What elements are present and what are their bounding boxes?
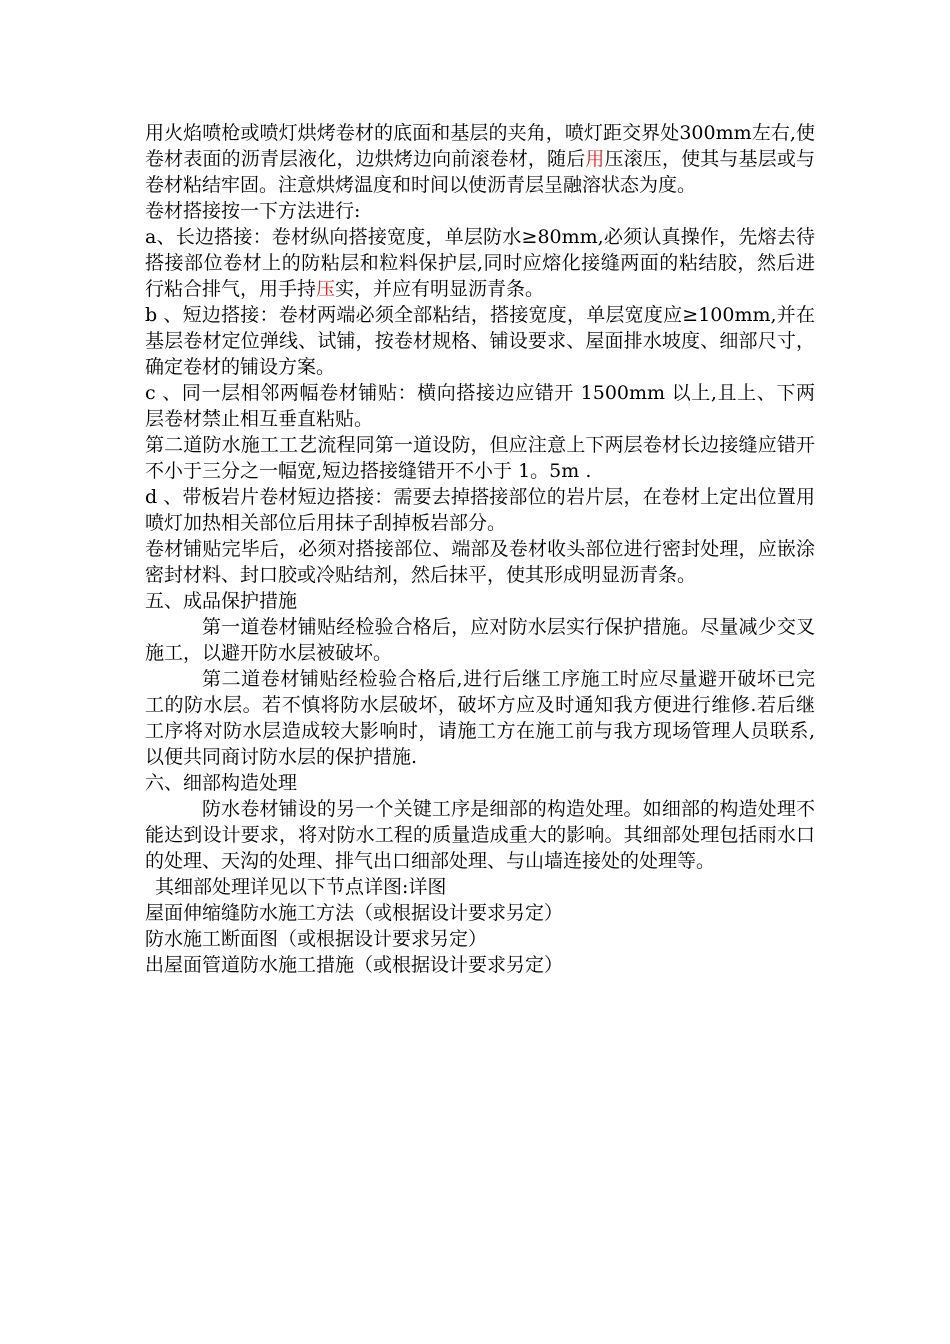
paragraph-long-edge-lap: a、长边搭接：卷材纵向搭接宽度，单层防水≥80mm,必须认真操作，先熔去待搭接部位卷材上的防粘层和粒料保护层,同时应熔化接缝两面的粘结胶，然后进行粘合排气，用手持压实，并应有明显沥青条。 <box>145 226 815 300</box>
section-heading-details: 六、细部构造处理 <box>145 772 298 794</box>
list-item-pipe-penetration: 出屋面管道防水施工措施（或根据设计要求另定） <box>145 954 564 976</box>
list-item-section-drawing: 防水施工断面图（或根据设计要求另定） <box>145 928 488 950</box>
paragraph-torch-baking: 用火焰喷枪或喷灯烘烤卷材的底面和基层的夹角，喷灯距交界处300mm左右,使卷材表面的沥青层液化，边烘烤边向前滚卷材，随后用压滚压，使其与基层或与卷材粘结牢固。注意烘烤温度和时间以使沥青层呈融溶状态为度。 <box>145 122 815 196</box>
paragraph-short-edge-lap: b 、短边搭接：卷材两端必须全部粘结，搭接宽度，单层宽度应≥100mm,并在基层卷材定位弹线、试铺，按卷材规格、铺设要求、屋面排水坡度、细部尺寸，确定卷材的铺设方案。 <box>145 304 815 378</box>
paragraph-lap-method-intro: 卷材搭接按一下方法进行: <box>145 200 361 222</box>
list-item-expansion-joint: 屋面伸缩缝防水施工方法（或根据设计要求另定） <box>145 902 564 924</box>
paragraph-detail-drawings: 其细部处理详见以下节点详图:详图 <box>155 876 447 898</box>
paragraph-second-protection: 第二道卷材铺贴经检验合格后,进行后继工序施工时应尽量避开破坏已完工的防水层。若不慎将防水层破坏，破坏方应及时通知我方便进行维修.若后继工序将对防水层造成较大影响时，请施工方在施工前与我方现场管理人员联系,以便共同商讨防水层的保护措施. <box>145 668 815 768</box>
paragraph-slate-lap: d 、带板岩片卷材短边搭接：需要去掉搭接部位的岩片层，在卷材上定出位置用喷灯加热相关部位后用抹子刮掉板岩部分。 <box>145 486 815 534</box>
highlighted-char: 用 <box>585 148 605 170</box>
highlighted-char: 压 <box>316 278 336 300</box>
paragraph-adjacent-rolls: c 、同一层相邻两幅卷材铺贴：横向搭接边应错开 1500mm 以上,且上、下两层卷材禁止相互垂直粘贴。 <box>145 382 815 430</box>
section-heading-protection: 五、成品保护措施 <box>145 590 298 612</box>
paragraph-sealing: 卷材铺贴完毕后，必须对搭接部位、端部及卷材收头部位进行密封处理，应嵌涂密封材料、封口胶或冷贴结剂，然后抹平，使其形成明显沥青条。 <box>145 538 815 586</box>
paragraph-detail-treatment: 防水卷材铺设的另一个关键工序是细部的构造处理。如细部的构造处理不能达到设计要求，将对防水工程的质量造成重大的影响。其细部处理包括雨水口的处理、天沟的处理、排气出口细部处理、与山墙连接处的处理等。 <box>145 798 815 872</box>
document-page <box>145 120 815 978</box>
paragraph-second-layer: 第二道防水施工工艺流程同第一道设防，但应注意上下两层卷材长边接缝应错开不小于三分之一幅宽,短边搭接缝错开不小于 1。5m . <box>145 434 815 482</box>
paragraph-first-protection: 第一道卷材铺贴经检验合格后，应对防水层实行保护措施。尽量减少交叉施工，以避开防水层被破坏。 <box>145 616 815 664</box>
